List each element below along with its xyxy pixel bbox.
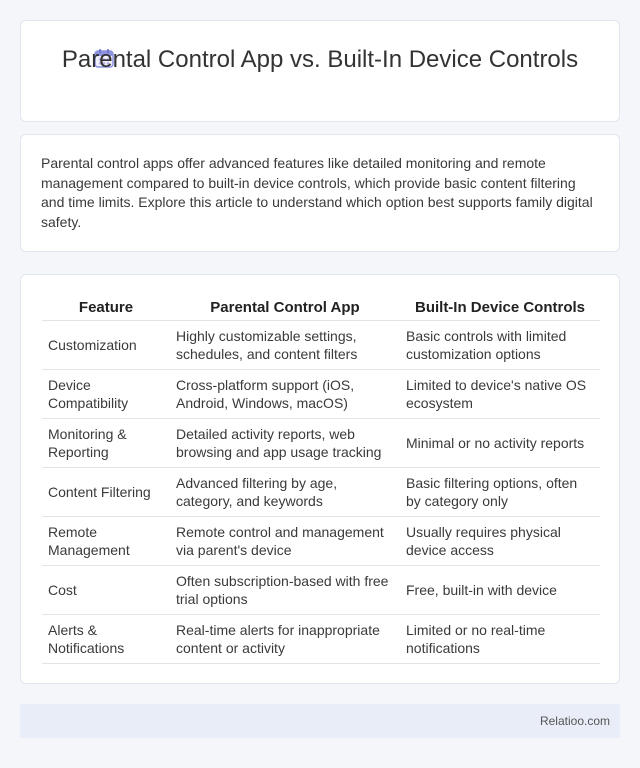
feature-cell: Alerts & Notifications bbox=[42, 614, 170, 663]
feature-cell: Monitoring & Reporting bbox=[42, 418, 170, 467]
footer-brand-link[interactable]: Relatioo.com bbox=[539, 714, 610, 728]
app-cell: Detailed activity reports, web browsing and app usage tracking bbox=[170, 418, 400, 467]
table-row bbox=[42, 467, 600, 516]
feature-cell: Customization bbox=[42, 320, 170, 369]
title-card bbox=[20, 20, 620, 122]
app-cell: Remote control and management via parent's device bbox=[170, 516, 400, 565]
header-parental-control-app: Parental Control App bbox=[170, 295, 400, 320]
builtin-cell: Free, built-in with device bbox=[400, 565, 600, 614]
feature-cell: Device Compatibility bbox=[42, 369, 170, 418]
table-header-row bbox=[42, 295, 600, 320]
app-cell: Often subscription-based with free trial options bbox=[170, 565, 400, 614]
app-cell: Highly customizable settings, schedules, and content filters bbox=[170, 320, 400, 369]
builtin-cell: Minimal or no activity reports bbox=[400, 418, 600, 467]
page-title: Parental Control App vs. Built-In Device Controls bbox=[61, 46, 579, 73]
header-built-in-controls: Built-In Device Controls bbox=[400, 295, 600, 320]
feature-cell: Content Filtering bbox=[42, 467, 170, 516]
app-cell: Cross-platform support (iOS, Android, Windows, macOS) bbox=[170, 369, 400, 418]
table-row bbox=[42, 565, 600, 614]
builtin-cell: Limited or no real-time notifications bbox=[400, 614, 600, 663]
table-row bbox=[42, 614, 600, 663]
intro-card bbox=[20, 134, 620, 252]
app-cell: Real-time alerts for inappropriate content or activity bbox=[170, 614, 400, 663]
footer-bar bbox=[20, 704, 620, 738]
builtin-cell: Basic filtering options, often by category only bbox=[400, 467, 600, 516]
intro-paragraph: Parental control apps offer advanced features like detailed monitoring and remote management compared to built-in device controls, which provide basic content filtering and time limits. Explore this article to understand which option best supports family digital safety. bbox=[41, 155, 593, 230]
builtin-cell: Usually requires physical device access bbox=[400, 516, 600, 565]
feature-cell: Remote Management bbox=[42, 516, 170, 565]
builtin-cell: Basic controls with limited customization options bbox=[400, 320, 600, 369]
comparison-card bbox=[20, 274, 620, 684]
header-feature: Feature bbox=[42, 295, 170, 320]
table-row bbox=[42, 516, 600, 565]
comparison-table bbox=[42, 295, 600, 664]
table-row bbox=[42, 418, 600, 467]
table-row bbox=[42, 369, 600, 418]
feature-cell: Cost bbox=[42, 565, 170, 614]
app-cell: Advanced filtering by age, category, and keywords bbox=[170, 467, 400, 516]
builtin-cell: Limited to device's native OS ecosystem bbox=[400, 369, 600, 418]
table-row bbox=[42, 320, 600, 369]
